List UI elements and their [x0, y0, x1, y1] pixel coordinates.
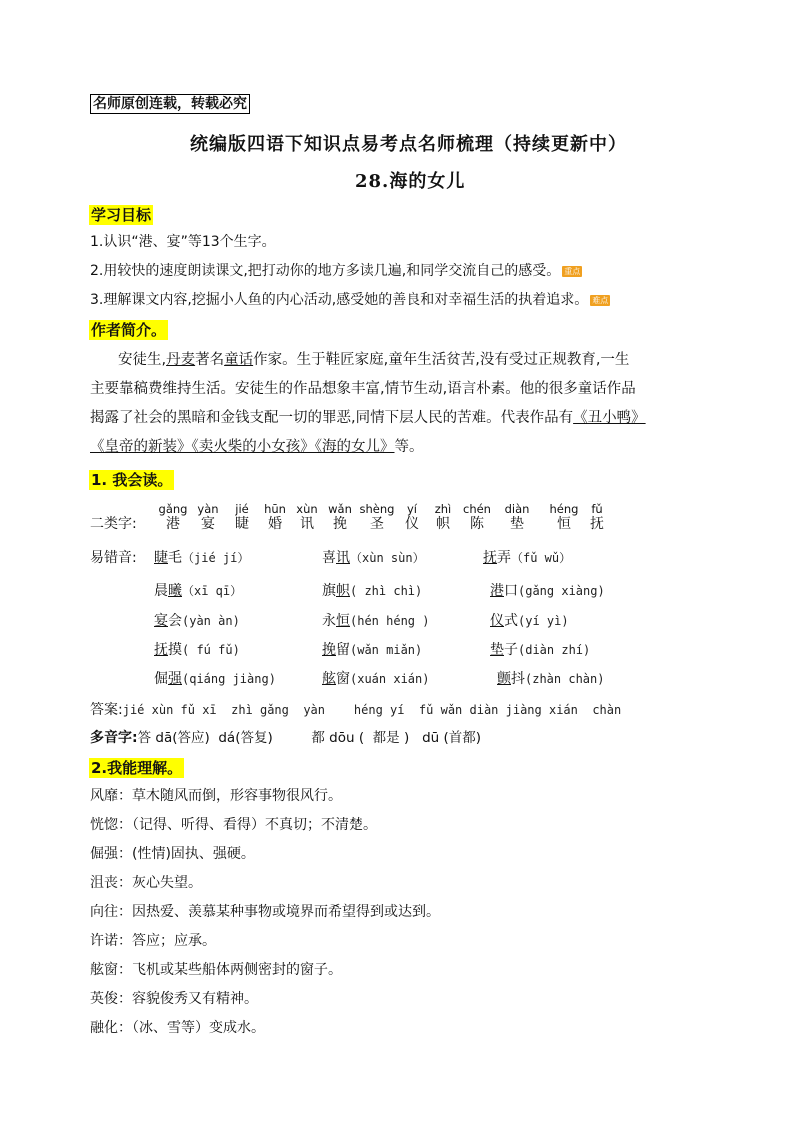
vocab-item: 许诺：答应；应承。 [90, 933, 216, 949]
yicuo-item: 舷窗(xuán xián) [322, 671, 430, 687]
vocab-item: 融化：（冰、雪等）变成水。 [90, 1020, 265, 1036]
understand-heading: 2.我能理解。 [91, 759, 183, 777]
key-point-tag: 重点 [564, 266, 581, 276]
author-heading: 作者简介。 [91, 321, 167, 339]
lesson-title: 28.海的女儿 [355, 171, 466, 192]
char-item: shèng 圣 [359, 502, 395, 532]
author-intro: 安徒生,丹麦著名童话作家。生于鞋匠家庭,童年生活贫苦,没有受过正规教育,一生 主要靠稿费维持生活。安徒生的作品想象丰富,情节生动,语言朴素。他的很多童话作品 揭露了社会的黑暗和金钱支配一切的罪恶,同情下层人民的苦难。代表作品有《丑小鸭》 《皇帝的新装》《卖火柴的小女孩》《海的女儿》等。 [90, 352, 646, 455]
goals-heading: 学习目标 [91, 206, 152, 224]
yicuo-label: 易错音: [90, 550, 137, 566]
yicuo-item: 抚摸( fú fǔ) [154, 642, 240, 658]
duoyin-line: 多音字:答 dā(答应) dá(答复) 都 dōu ( 都是 ) dū (首都) [90, 730, 482, 746]
vocab-item: 舷窗：飞机或某些船体两侧密封的窗子。 [90, 962, 342, 978]
char-item: xùn 讯 [296, 502, 318, 532]
char-item: héng 恒 [549, 502, 579, 532]
vocab-list [90, 787, 440, 1048]
yicuo-item: 睫毛（jié jí） [154, 550, 250, 566]
char-item: gǎng 港 [158, 502, 188, 532]
vocab-item: 恍惚：（记得、听得、看得）不真切；不清楚。 [90, 817, 377, 833]
answer-line: 答案:jié xùn fǔ xī zhì gǎng yàn héng yí fǔ wǎn diàn jiàng xián chàn [90, 702, 622, 718]
char-item: yàn 宴 [197, 502, 219, 532]
yicuo-item: 抚弄（fǔ wǔ） [483, 550, 572, 566]
char-item: hūn 婚 [264, 502, 286, 532]
yicuo-item: 旗帜( zhì chì) [322, 583, 423, 599]
difficulty-tag: 难点 [592, 295, 609, 305]
char-item: fǔ 抚 [590, 502, 604, 532]
yicuo-item: 垫子(diàn zhí) [490, 642, 591, 658]
vocab-item: 向往：因热爱、羡慕某种事物或境界而希望得到或达到。 [90, 904, 440, 920]
erlei-label: 二类字: [90, 516, 137, 532]
yicuo-item: 挽留(wǎn miǎn) [322, 642, 423, 658]
copyright-notice: 名师原创连载，转载必究 [90, 94, 250, 114]
yicuo-item: 颤抖(zhàn chàn) [497, 671, 605, 687]
char-item: jié 睫 [235, 502, 249, 532]
goal-2: 2.用较快的速度朗读课文,把打动你的地方多读几遍,和同学交流自己的感受。 重点 [90, 263, 581, 279]
char-item: wǎn 挽 [328, 502, 352, 532]
yicuo-item: 宴会(yàn àn) [154, 613, 240, 629]
char-item: zhì 帜 [434, 502, 452, 532]
yicuo-item: 喜讯（xùn sùn） [322, 550, 425, 566]
vocab-item: 英俊：容貌俊秀又有精神。 [90, 991, 258, 1007]
char-item: yí 仪 [405, 502, 419, 532]
vocab-item: 风靡：草木随风而倒，形容事物很风行。 [90, 788, 342, 804]
goal-3: 3.理解课文内容,挖掘小人鱼的内心活动,感受她的善良和对幸福生活的执着追求。 难点 [90, 292, 609, 308]
yicuo-item: 港口(gǎng xiàng) [490, 583, 605, 599]
yicuo-item: 仪式(yí yì) [490, 613, 569, 629]
yicuo-item: 永恒(hén héng ) [322, 613, 430, 629]
page-title: 统编版四语下知识点易考点名师梳理（持续更新中） [190, 134, 627, 155]
yicuo-item: 晨曦（xī qī） [154, 583, 243, 599]
char-item: chén 陈 [463, 502, 491, 532]
read-heading: 1. 我会读。 [91, 471, 173, 489]
goal-1: 1.认识“港、宴”等13个生字。 [90, 234, 276, 250]
yicuo-item: 倔强(qiáng jiàng) [154, 671, 276, 687]
char-item: diàn 垫 [504, 502, 530, 532]
vocab-item: 倔强：(性情)固执、强硬。 [90, 846, 255, 862]
vocab-item: 沮丧：灰心失望。 [90, 875, 202, 891]
